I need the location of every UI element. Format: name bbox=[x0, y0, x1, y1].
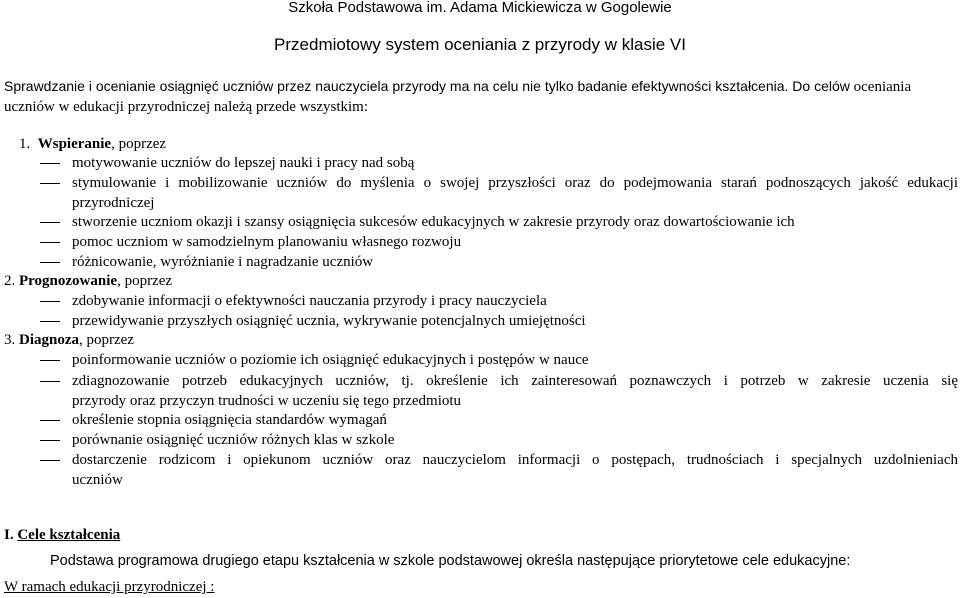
list-item-continuation: przyrody oraz przyczyn trudności w uczeniu się tego przedmiotu bbox=[72, 393, 462, 409]
podstawa-paragraph: Podstawa programowa drugiego etapu kształcenia w szkole podstawowej określa następujące priorytetowe cele edukacyjne: bbox=[50, 553, 851, 569]
ramach-heading: W ramach edukacji przyrodniczej : bbox=[4, 579, 215, 595]
section-heading bbox=[19, 135, 166, 154]
dash-bullet bbox=[40, 460, 60, 461]
dash-bullet bbox=[40, 420, 60, 421]
intro-paragraph bbox=[4, 76, 960, 117]
intro-part-1: Sprawdzanie i ocenianie osiągnięć uczniów przez nauczyciela przyrody ma na celu nie tylko badanie efektywności kształcenia. Do celów bbox=[4, 78, 850, 94]
list-item: poinformowanie uczniów o poziomie ich osiągnięć edukacyjnych i postępów w nauce bbox=[72, 352, 589, 368]
dash-bullet bbox=[40, 163, 60, 164]
list-item: porównanie osiągnięć uczniów różnych klas w szkole bbox=[72, 432, 395, 448]
list-item: określenie stopnia osiągnięcia standardów wymagań bbox=[72, 412, 387, 428]
cele-label: Cele kształcenia bbox=[17, 527, 121, 543]
section-number: 3. bbox=[4, 332, 16, 348]
dash-bullet bbox=[40, 360, 60, 361]
intro-part-2: oceniania uczniów w edukacji przyrodniczej należą przede wszystkim: bbox=[4, 79, 912, 115]
section-suffix: , poprzez bbox=[111, 136, 167, 152]
section-heading bbox=[4, 331, 134, 350]
dash-bullet bbox=[40, 381, 60, 382]
dash-bullet bbox=[40, 440, 60, 441]
list-item: dostarczenie rodzicom i opiekunom uczniów oraz nauczycielom informacji o postępach, trudnościach i specjalnych uzdolnieniach bbox=[72, 452, 958, 468]
list-item: stymulowanie i mobilizowanie uczniów do myślenia o swojej przyszłości oraz do podejmowania starań podnoszących jakość edukacji bbox=[72, 175, 958, 191]
dash-bullet bbox=[40, 262, 60, 263]
list-item: zdobywanie informacji o efektywności nauczania przyrody i pracy nauczyciela bbox=[72, 293, 547, 309]
page-title: Przedmiotowy system oceniania z przyrody w klasie VI bbox=[274, 35, 686, 54]
list-item: różnicowanie, wyróżnianie i nagradzanie uczniów bbox=[72, 254, 374, 270]
cele-number: I. bbox=[4, 527, 14, 543]
list-item: przewidywanie przyszłych osiągnięć ucznia, wykrywanie potencjalnych umiejętności bbox=[72, 313, 586, 329]
list-item: stworzenie uczniom okazji i szansy osiągnięcia sukcesów edukacyjnych w zakresie przyrody oraz dowartościowanie ich bbox=[72, 214, 795, 230]
dash-bullet bbox=[40, 183, 60, 184]
section-name: Diagnoza bbox=[19, 332, 79, 348]
dash-bullet bbox=[40, 222, 60, 223]
list-item: pomoc uczniom w samodzielnym planowaniu własnego rozwoju bbox=[72, 234, 462, 250]
dash-bullet bbox=[40, 301, 60, 302]
dash-bullet bbox=[40, 321, 60, 322]
list-item: motywowanie uczniów do lepszej nauki i pracy nad sobą bbox=[72, 155, 415, 171]
dash-bullet bbox=[40, 242, 60, 243]
section-number: 1. bbox=[19, 136, 31, 152]
section-suffix: , poprzez bbox=[79, 332, 134, 348]
school-name: Szkoła Podstawowa im. Adama Mickiewicza w Gogolewie bbox=[288, 0, 672, 16]
section-number: 2. bbox=[4, 273, 16, 289]
section-name: Wspieranie bbox=[37, 136, 112, 152]
list-item-continuation: przyrodniczej bbox=[72, 195, 155, 211]
section-suffix: , poprzez bbox=[117, 273, 173, 289]
list-item: zdiagnozowanie potrzeb edukacyjnych uczniów, tj. określenie ich zainteresowań poznawczych i potrzeb w zakresie uczenia się bbox=[72, 373, 958, 389]
list-item-continuation: uczniów bbox=[72, 472, 123, 488]
section-name: Prognozowanie bbox=[19, 273, 118, 289]
section-heading bbox=[4, 272, 172, 291]
section-heading-cele bbox=[4, 526, 120, 545]
